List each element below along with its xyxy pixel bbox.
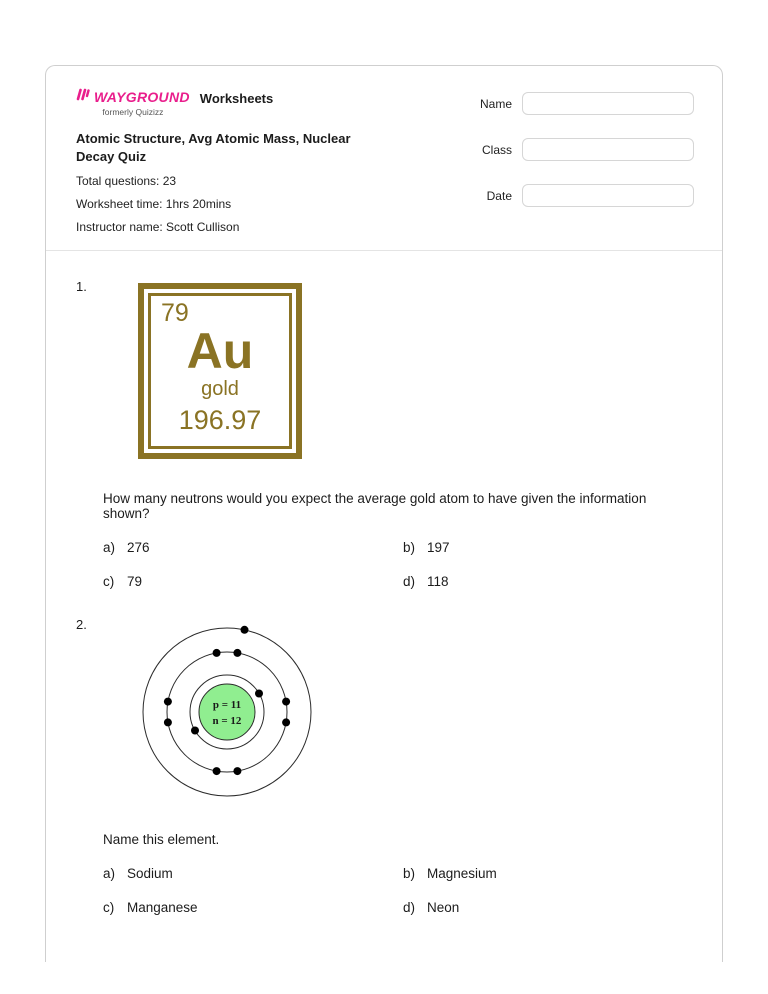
date-input[interactable]: [522, 184, 694, 207]
gold-element-tile-image: [138, 283, 692, 459]
quiz-title: Atomic Structure, Avg Atomic Mass, Nuclear Decay Quiz: [76, 131, 351, 164]
bohr-model-image: [131, 623, 692, 806]
option-key: c): [103, 899, 115, 915]
class-field-row: [476, 138, 694, 161]
date-label: Date: [486, 188, 512, 203]
questions-list: [46, 277, 722, 915]
option-text: 118: [427, 573, 449, 589]
atomic-number: 79: [161, 299, 189, 328]
option-a: [103, 540, 403, 555]
question-prompt: How many neutrons would you expect the average gold atom to have given the information shown?: [103, 490, 647, 521]
question-prompt: Name this element.: [103, 831, 220, 847]
question-number: 2.: [76, 616, 87, 632]
element-symbol: Au: [186, 322, 254, 379]
instructor-name: Instructor name: Scott Cullison: [76, 220, 240, 235]
option-key: d): [403, 573, 416, 589]
nucleus: [199, 684, 255, 740]
date-field-row: [476, 184, 694, 207]
element-name: gold: [201, 377, 239, 400]
option-text: Manganese: [127, 899, 198, 915]
option-b: [403, 866, 692, 881]
option-text: Sodium: [127, 865, 173, 881]
option-c: [103, 574, 403, 589]
option-text: 276: [127, 539, 150, 555]
worksheet-time: Worksheet time: 1hrs 20mins: [76, 197, 232, 212]
option-d: [403, 900, 692, 915]
total-questions: Total questions: 23: [76, 174, 177, 189]
header-fields: [476, 88, 694, 234]
wayground-logo: [76, 88, 190, 117]
atomic-mass: 196.97: [178, 404, 262, 435]
option-key: b): [403, 539, 416, 555]
options-grid: [103, 540, 692, 589]
name-input[interactable]: [522, 92, 694, 115]
option-a: [103, 866, 403, 881]
option-key: a): [103, 865, 116, 881]
class-input[interactable]: [522, 138, 694, 161]
class-label: Class: [481, 142, 512, 157]
worksheet-card: [45, 65, 723, 962]
option-b: [403, 540, 692, 555]
worksheet-header: [46, 66, 722, 250]
product-name: Worksheets: [199, 91, 274, 106]
option-key: d): [403, 899, 416, 915]
header-divider: [46, 250, 722, 251]
question-2: [76, 615, 692, 915]
question-number: 1.: [76, 279, 87, 295]
header-left: [76, 88, 476, 234]
option-d: [403, 574, 692, 589]
option-c: [103, 900, 403, 915]
option-key: c): [103, 573, 115, 589]
neutron-count-label: n = 12: [212, 714, 242, 727]
brand-subtitle: formerly Quizizz: [102, 107, 164, 117]
name-label: Name: [479, 96, 512, 111]
wayground-logo-icon: [76, 88, 91, 106]
proton-count-label: p = 11: [212, 698, 242, 711]
option-text: 79: [127, 573, 143, 589]
option-text: Magnesium: [427, 865, 497, 881]
brand-row: [76, 88, 476, 117]
option-text: 197: [427, 539, 450, 555]
question-1: [76, 277, 692, 589]
options-grid: [103, 866, 692, 915]
option-text: Neon: [427, 899, 460, 915]
option-key: a): [103, 539, 116, 555]
brand-name: WAYGROUND: [94, 89, 190, 105]
name-field-row: [476, 92, 694, 115]
option-key: b): [403, 865, 416, 881]
